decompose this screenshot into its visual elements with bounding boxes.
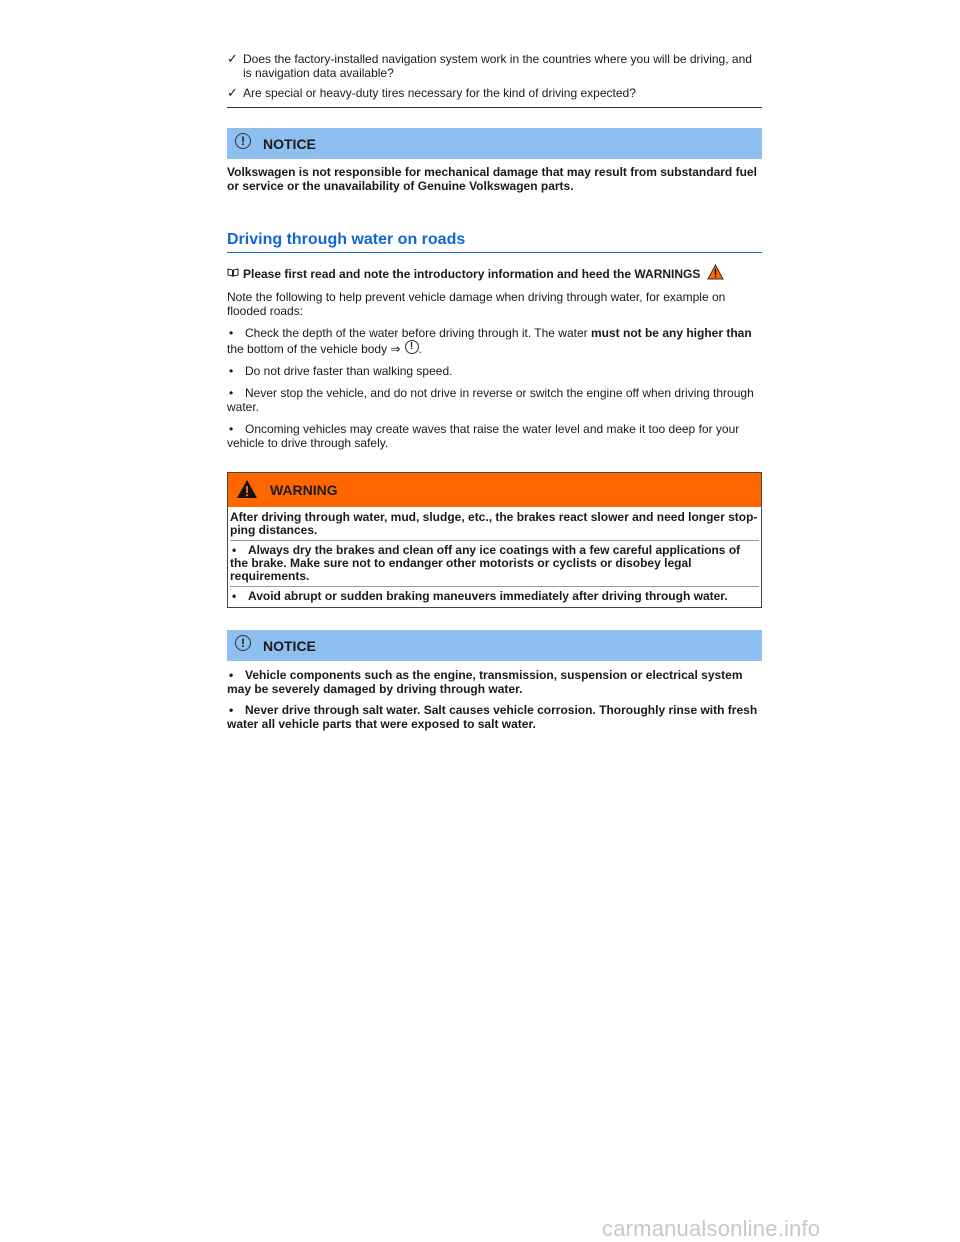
notice-box	[227, 630, 762, 731]
bullet-text-cont: the bottom of the vehicle body ⇒	[227, 342, 401, 356]
notice-title: NOTICE	[263, 637, 316, 654]
notice-header	[227, 128, 762, 159]
notice-list-item: • Never drive through salt water. Salt causes vehicle corrosion. Thoroughly rinse with fresh water all vehicle parts that were exposed to salt water.	[227, 703, 758, 731]
warning-box	[227, 472, 762, 608]
notice-bullet-text: Vehicle components such as the engine, transmission, suspension or electrical system may be severely damaged by driving through water.	[227, 668, 743, 696]
book-icon	[227, 267, 239, 281]
bullet-text: Oncoming vehicles may create waves that raise the water level and make it too deep for your vehicle to drive through safely.	[227, 422, 740, 450]
intro-reference-text: Please first read and note the introductory information and heed the WARNINGS	[243, 266, 701, 281]
notice-exclamation-icon: !	[235, 133, 251, 149]
checkmark-icon: ✓	[227, 85, 238, 100]
list-item: • Oncoming vehicles may create waves that raise the water level and make it too deep for your vehicle to drive through safely.	[227, 422, 740, 450]
warning-bullet-text: Always dry the brakes and clean off any ice coatings with a few careful applications of the brake. Make sure not to endanger other motorists or cyclists or disobey legal requirements.	[230, 543, 741, 583]
warning-list-item: • Always dry the brakes and clean off any ice coatings with a few careful applications of the brake. Make sure not to endanger other motorists or cyclists or disobey legal requirements.	[230, 543, 741, 583]
notice-box	[227, 128, 762, 193]
checklist-text: Are special or heavy-duty tires necessary for the kind of driving expected?	[243, 86, 636, 100]
warning-text: After driving through water, mud, sludge, etc., the brakes react slower and need longer stop-ping distances.	[230, 510, 758, 537]
notice-list-item: • Vehicle components such as the engine, transmission, suspension or electrical system may be severely damaged by driving through water.	[227, 668, 743, 696]
warning-list-item: • Avoid abrupt or sudden braking maneuvers immediately after driving through water.	[232, 589, 728, 603]
bullet-bold-text: must not be any higher than	[590, 326, 752, 340]
checklist-text: Does the factory-installed navigation system work in the countries where you will be driving, and is navigation data available?	[243, 52, 752, 80]
notice-bullet-text: Never drive through salt water. Salt causes vehicle corrosion. Thoroughly rinse with fresh water all vehicle parts that were exposed to salt water.	[227, 703, 758, 731]
divider	[230, 586, 759, 587]
section-heading: Driving through water on roads	[227, 231, 762, 253]
list-item: • Do not drive faster than walking speed.	[229, 364, 453, 378]
manual-page	[227, 52, 762, 731]
warning-body	[228, 507, 761, 607]
notice-inline-icon[interactable]: !	[405, 340, 419, 354]
checklist-item	[227, 86, 762, 100]
divider	[227, 107, 762, 108]
divider	[230, 540, 759, 541]
notice-exclamation-icon: !	[235, 635, 251, 651]
notice-text: Volkswagen is not responsible for mechanical damage that may result from substandard fuel or service or the unavailability of Genuine Volkswagen parts.	[227, 165, 757, 193]
warning-triangle-icon	[236, 479, 258, 502]
bullet-text: Never stop the vehicle, and do not drive in reverse or switch the engine off when driving through water.	[227, 386, 754, 414]
warning-bullet-text: Avoid abrupt or sudden braking maneuvers immediately after driving through water.	[248, 589, 728, 603]
intro-paragraph: Note the following to help prevent vehicle damage when driving through water, for example on flooded roads:	[227, 290, 726, 318]
bullet-text: Do not drive faster than walking speed.	[245, 364, 453, 378]
checklist-item	[227, 52, 762, 80]
intro-reference	[227, 264, 762, 283]
list-item: • Check the depth of the water before driving through it. The water must not be any higher than the bottom of the vehicle body ⇒ ! .	[227, 326, 752, 356]
watermark-url[interactable]: carmanualsonline.info	[602, 1216, 821, 1241]
warning-triangle-icon	[707, 264, 724, 283]
notice-title: NOTICE	[263, 135, 316, 152]
warning-title: WARNING	[270, 482, 338, 498]
warning-header	[228, 473, 761, 507]
list-item: • Never stop the vehicle, and do not drive in reverse or switch the engine off when driving through water.	[227, 386, 754, 414]
notice-header	[227, 630, 762, 661]
bullet-text: Check the depth of the water before driving through it. The water	[245, 326, 591, 340]
checkmark-icon: ✓	[227, 51, 238, 66]
